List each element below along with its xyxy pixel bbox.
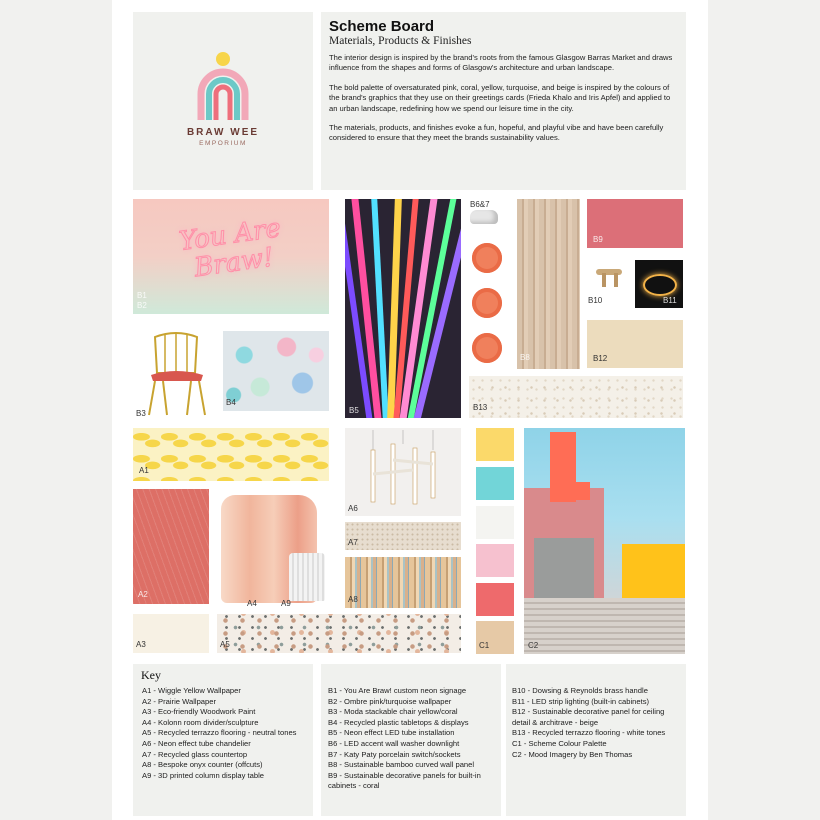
intro-panel [321, 12, 686, 190]
key-entry: A1 - Wiggle Yellow Wallpaper [142, 686, 241, 695]
key-entry: B8 - Sustainable bamboo curved wall panel [328, 760, 475, 770]
key-entry: C1 - Scheme Colour Palette [512, 738, 607, 748]
key-entry: A2 - Prairie Wallpaper [142, 696, 216, 706]
key-entry: B11 - LED strip lighting (built-in cabinets) [512, 696, 650, 706]
label-c1: C1 [479, 641, 490, 650]
label-b8: B8 [520, 353, 530, 362]
wiggle-yellow-wallpaper-swatch [133, 428, 329, 481]
label-b3: B3 [136, 409, 146, 418]
logo-panel [133, 12, 313, 190]
coral-panel-swatch [587, 199, 683, 248]
onyx-counter-swatch [345, 557, 461, 608]
label-b9: B9 [593, 235, 603, 244]
label-b2: B2 [137, 301, 147, 310]
key-entry: B9 - Sustainable decorative panels for built-in cabinets - coral [328, 770, 481, 791]
palette-swatch [476, 428, 514, 461]
prairie-wallpaper-swatch [133, 489, 209, 604]
chandelier-icon [353, 430, 453, 514]
label-b11: B11 [663, 296, 677, 305]
neon-sign-swatch [133, 199, 329, 314]
chair-icon [143, 331, 209, 417]
key-title: Key [141, 668, 161, 682]
socket-icon [472, 243, 502, 273]
mood-imagery [524, 428, 685, 654]
room-divider-swatch [217, 489, 329, 609]
key-entry: B1 - You Are Braw! custom neon signage [328, 686, 467, 695]
label-a6: A6 [348, 504, 358, 513]
key-panel-1 [133, 664, 313, 816]
label-b13: B13 [473, 403, 488, 412]
neon-sign-text: You Are Braw! [177, 213, 283, 284]
label-a4: A4 [247, 599, 257, 608]
palette-swatch [476, 506, 514, 539]
chair-swatch [133, 329, 217, 419]
brass-handle-icon [596, 269, 622, 275]
led-tubes-swatch [345, 199, 461, 418]
beige-panel-swatch [587, 320, 683, 368]
key-entry: B12 - Sustainable decorative panel for ceiling detail & architrave - beige [512, 707, 665, 727]
socket-icon [472, 288, 502, 318]
label-b1: B1 [137, 291, 147, 300]
key-entry: C2 - Mood Imagery by Ben Thomas [512, 749, 633, 759]
palette-swatch [476, 583, 514, 616]
label-b12: B12 [593, 354, 608, 363]
label-a9: A9 [281, 599, 291, 608]
label-a5: A5 [220, 640, 230, 649]
key-entry: B10 - Dowsing & Reynolds brass handle [512, 686, 648, 695]
label-b10: B10 [588, 296, 603, 305]
key-entry: B4 - Recycled plastic tabletops & displays [328, 717, 469, 727]
socket-icon [472, 333, 502, 363]
key-entry: A7 - Recycled glass countertop [142, 749, 248, 759]
chandelier-swatch [345, 428, 461, 516]
key-entry: B6 - LED accent wall washer downlight [328, 738, 460, 748]
key-panel-2 [321, 664, 501, 816]
neutral-terrazzo-swatch [217, 614, 461, 653]
label-a1: A1 [139, 466, 149, 475]
key-entry: A9 - 3D printed column display table [142, 770, 264, 780]
palette-swatch [476, 467, 514, 500]
intro-paragraph: The materials, products, and finishes evoke a fun, hopeful, and playful vibe and have been carefully considered to ensure that they meet the brands sustainability values. [329, 123, 664, 143]
key-entry: A6 - Neon effect tube chandelier [142, 738, 251, 748]
scheme-board-page [112, 0, 708, 820]
key-entry: B13 - Recycled terrazzo flooring - white tones [512, 728, 666, 738]
column-table-icon [289, 553, 325, 601]
label-b5: B5 [349, 406, 359, 415]
key-entry: B7 - Katy Paty porcelain switch/sockets [328, 749, 461, 759]
recycled-glass-swatch [345, 522, 461, 550]
downlight-icon [470, 210, 498, 224]
logo-tagline: EMPORIUM [199, 140, 247, 147]
palette-swatch [476, 544, 514, 577]
label-a2: A2 [138, 590, 148, 599]
led-strip-swatch [635, 260, 683, 308]
label-b6-7: B6&7 [470, 200, 490, 209]
key-entry: A8 - Bespoke onyx counter (offcuts) [142, 760, 263, 770]
page-subtitle: Materials, Products & Finishes [329, 35, 472, 47]
palette-swatch [476, 621, 514, 654]
label-a3: A3 [136, 640, 146, 649]
key-entry: A4 - Kolonn room divider/sculpture [142, 717, 259, 727]
bamboo-panel-swatch [517, 199, 580, 369]
intro-paragraph: The interior design is inspired by the brand's roots from the famous Glasgow Barras Market and draws influence from the shapes and forms of Glasgow's architecture and urban landscape. [329, 53, 673, 73]
label-a8: A8 [348, 595, 358, 604]
rainbow-logo-icon [195, 50, 251, 122]
label-b4: B4 [226, 398, 236, 407]
key-entry: B3 - Moda stackable chair yellow/coral [328, 707, 458, 717]
label-a7: A7 [348, 538, 358, 547]
key-entry: B2 - Ombre pink/turquoise wallpaper [328, 696, 452, 706]
key-entry: A3 - Eco-friendly Woodwork Paint [142, 707, 256, 717]
label-c2: C2 [528, 641, 539, 650]
key-entry: A5 - Recycled terrazzo flooring - neutral tones [142, 728, 297, 738]
recycled-plastic-swatch [223, 331, 329, 411]
woodwork-paint-swatch [133, 614, 209, 653]
logo-name: BRAW WEE [186, 127, 260, 138]
colour-palette [476, 428, 514, 654]
key-panel-3 [506, 664, 686, 816]
page-title: Scheme Board [329, 18, 435, 35]
key-entry: B5 - Neon effect LED tube installation [328, 728, 455, 738]
intro-paragraph: The bold palette of oversaturated pink, coral, yellow, turquoise, and beige is inspired by the colours of the brand's graphics that they use on their greetings cards (Frieda Khalo and Iris Apfel) and applied to an urban landscape, redefining how we spend our leisure time in the city. [329, 82, 671, 113]
white-terrazzo-swatch [469, 376, 683, 418]
